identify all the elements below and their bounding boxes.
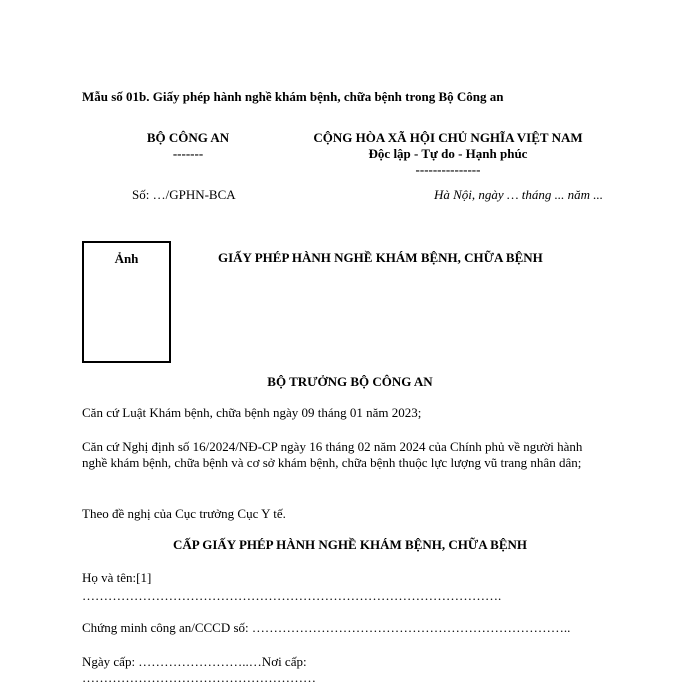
legal-basis-law: Căn cứ Luật Khám bệnh, chữa bệnh ngày 09 tháng 01 năm 2023;	[82, 405, 422, 420]
org-name: BỘ CÔNG AN	[146, 130, 230, 145]
country-name: CỘNG HÒA XÃ HỘI CHỦ NGHĨA VIỆT NAM	[313, 130, 583, 145]
photo-placeholder	[82, 241, 171, 363]
issuing-authority: BỘ TRƯỞNG BỘ CÔNG AN	[267, 374, 433, 389]
issue-date-field[interactable]: Ngày cấp: ……………………..…Nơi cấp:	[82, 654, 307, 669]
motto-underline: ---------------	[415, 162, 481, 177]
document-title: GIẤY PHÉP HÀNH NGHỀ KHÁM BỆNH, CHỮA BỆNH	[218, 250, 543, 265]
place-and-date: Hà Nội, ngày … tháng ... năm ...	[434, 187, 603, 202]
form-title: Mẫu số 01b. Giấy phép hành nghề khám bệnh, chữa bệnh trong Bộ Công an	[82, 89, 504, 104]
legal-basis-decree: Căn cứ Nghị định số 16/2024/NĐ-CP ngày 16 tháng 02 năm 2024 của Chính phủ về người hành nghề khám bệnh, chữa bệnh và cơ sở khám bệnh, chữa bệnh thuộc lực lượng vũ trang nhân dân;	[82, 439, 583, 470]
photo-label: Ảnh	[114, 251, 139, 266]
id-number-field[interactable]: Chứng minh công an/CCCD số: ………………………………………………………………..	[82, 620, 571, 635]
grant-heading: CẤP GIẤY PHÉP HÀNH NGHỀ KHÁM BỆNH, CHỮA BỆNH	[172, 537, 528, 552]
full-name-label: Họ và tên:[1]	[82, 570, 152, 585]
full-name-field[interactable]: …………………………………………………………………………………….	[82, 588, 502, 603]
motto: Độc lập - Tự do - Hạnh phúc	[368, 146, 528, 161]
legal-basis-proposal: Theo đề nghị của Cục trưởng Cục Y tế.	[82, 506, 286, 521]
issue-place-field[interactable]: ………………………………………………	[82, 670, 316, 685]
org-underline: -------	[172, 146, 204, 161]
document-number: Số: …/GPHN-BCA	[132, 187, 236, 202]
